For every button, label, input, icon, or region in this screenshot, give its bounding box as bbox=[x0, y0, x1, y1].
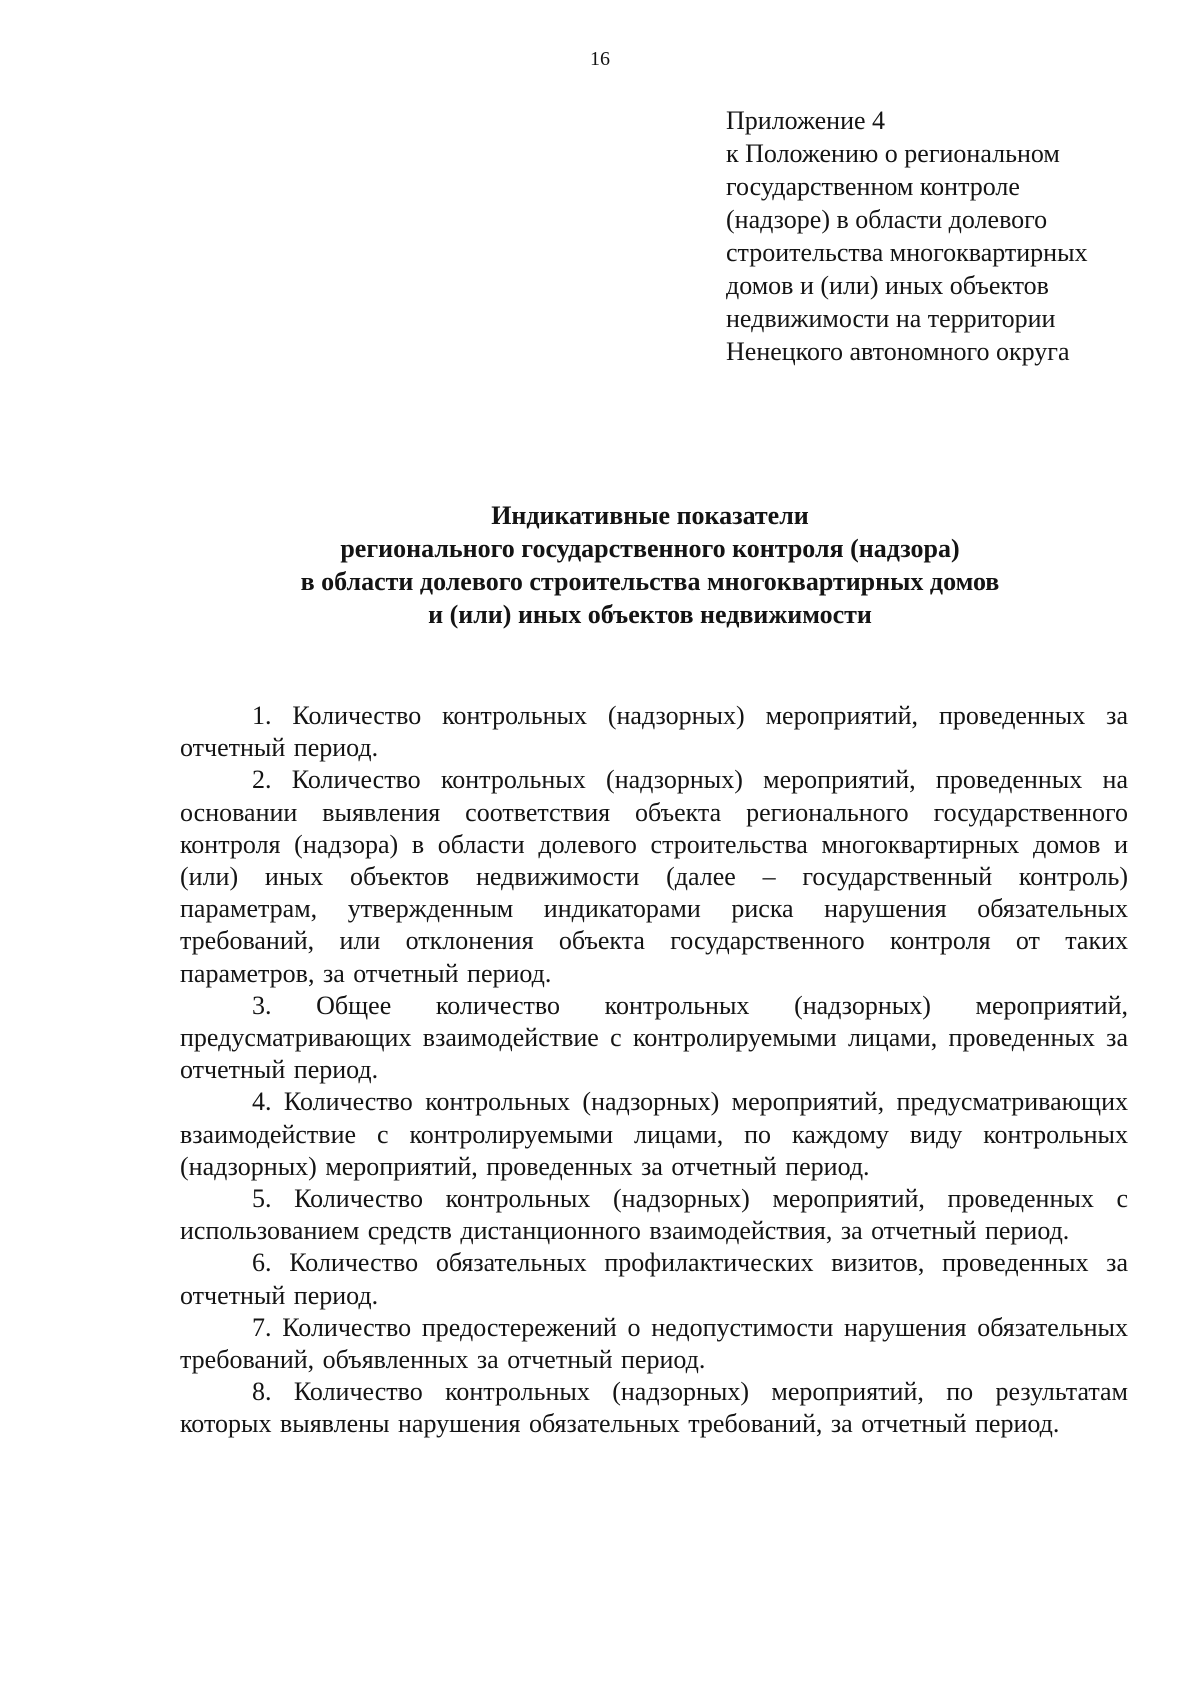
appendix-line: Ненецкого автономного округа bbox=[726, 337, 1070, 366]
appendix-line: (надзоре) в области долевого bbox=[726, 205, 1048, 234]
indicator-item: 4. Количество контрольных (надзорных) мероприятий, предусматривающих взаимодействие с контролируемыми лицами, по каждому виду контрольных (надзорных) мероприятий, проведенных за отчетный период. bbox=[180, 1087, 1128, 1181]
indicator-item: 6. Количество обязательных профилактических визитов, проведенных за отчетный период. bbox=[180, 1248, 1128, 1310]
document-title bbox=[180, 499, 1120, 631]
title-line: регионального государственного контроля (надзора) bbox=[340, 534, 960, 563]
appendix-heading bbox=[726, 104, 1166, 368]
title-line: и (или) иных объектов недвижимости bbox=[428, 600, 872, 629]
title-line: Индикативные показатели bbox=[491, 501, 809, 530]
indicator-item: 2. Количество контрольных (надзорных) мероприятий, проведенных на основании выявления соответствия объекта регионального государственного контроля (надзора) в области долевого строительства многоквартирных домов и (или) иных объектов недвижимости (далее – государственный контроль) параметрам, утвержденным индикаторами риска нарушения обязательных требований, или отклонения объекта государственного контроля от таких параметров, за отчетный период. bbox=[180, 765, 1128, 988]
title-line: в области долевого строительства многоквартирных домов bbox=[300, 567, 1000, 596]
indicator-item: 5. Количество контрольных (надзорных) мероприятий, проведенных с использованием средств дистанционного взаимодействия, за отчетный период. bbox=[180, 1184, 1128, 1246]
indicator-item: 7. Количество предостережений о недопустимости нарушения обязательных требований, объявленных за отчетный период. bbox=[180, 1312, 1128, 1375]
indicator-item: 3. Общее количество контрольных (надзорных) мероприятий, предусматривающих взаимодействие с контролируемыми лицами, проведенных за отчетный период. bbox=[180, 990, 1128, 1085]
indicator-item: 1. Количество контрольных (надзорных) мероприятий, проведенных за отчетный период. bbox=[180, 701, 1128, 763]
page-number: 16 bbox=[590, 48, 610, 70]
appendix-line: домов и (или) иных объектов bbox=[726, 271, 1049, 300]
appendix-line: государственном контроле bbox=[726, 172, 1020, 201]
indicator-list bbox=[180, 700, 1128, 1441]
appendix-line: недвижимости на территории bbox=[726, 304, 1056, 333]
appendix-line: к Положению о региональном bbox=[726, 139, 1060, 168]
appendix-line: строительства многоквартирных bbox=[726, 238, 1088, 267]
indicator-item: 8. Количество контрольных (надзорных) мероприятий, по результатам которых выявлены нарушения обязательных требований, за отчетный период. bbox=[180, 1377, 1128, 1439]
appendix-line: Приложение 4 bbox=[726, 106, 886, 135]
